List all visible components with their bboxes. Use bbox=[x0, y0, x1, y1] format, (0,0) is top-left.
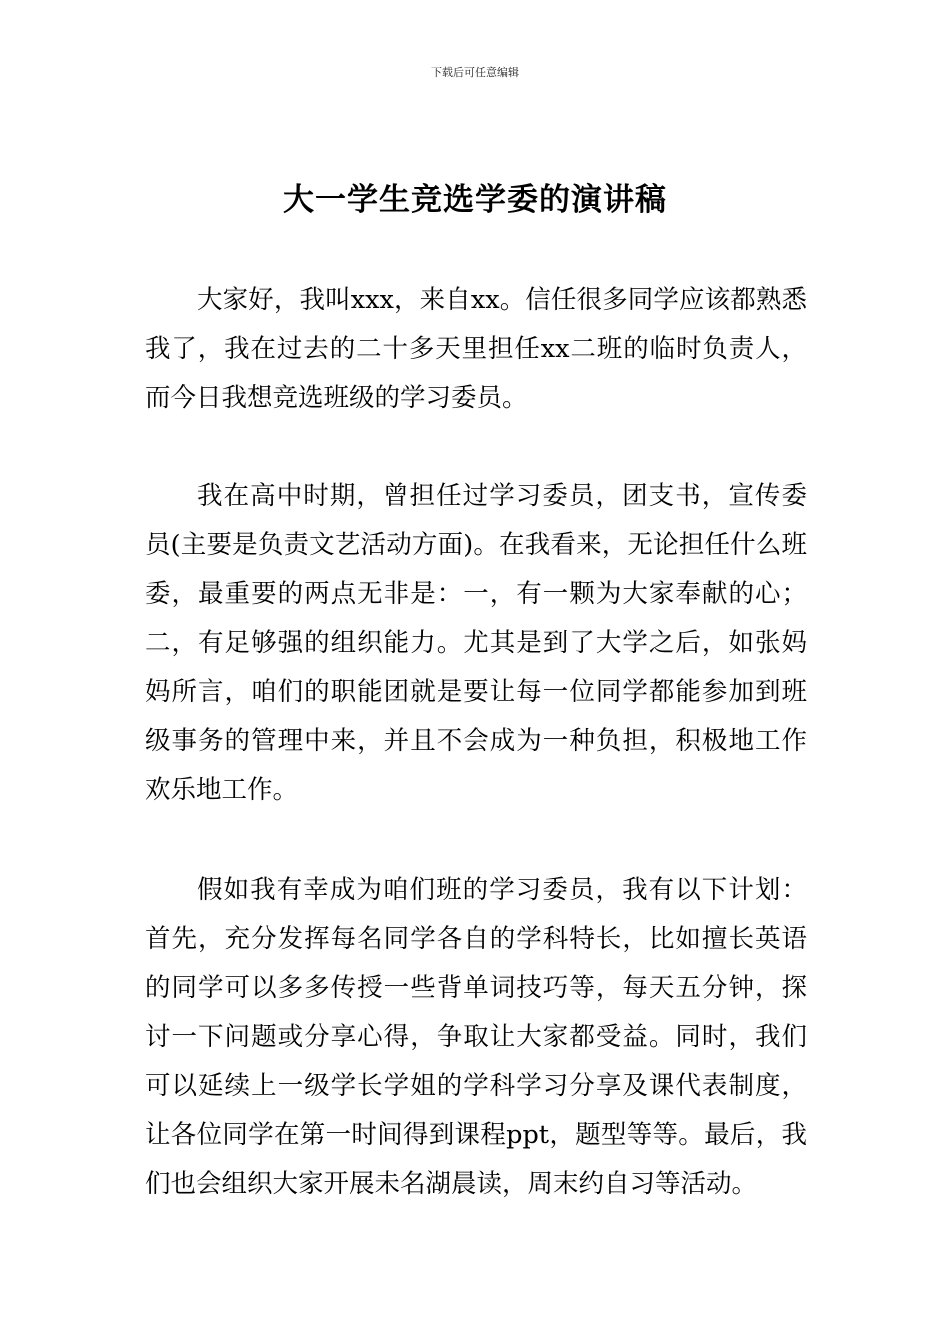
paragraph-experience: 我在高中时期，曾担任过学习委员，团支书，宣传委员(主要是负责文艺活动方面)。在我看来，无论担任什么班委，最重要的两点无非是：一，有一颗为大家奉献的心；二，有足够强的组织能力。尤其是到了大学之后，如张妈妈所言，咱们的职能团就是要让每一位同学都能参加到班级事务的管理中来，并且不会成为一种负担，积极地工作欢乐地工作。 bbox=[145, 481, 807, 805]
paragraph-introduction: 大家好，我叫xxx，来自xx。信任很多同学应该都熟悉我了，我在过去的二十多天里担任xx二班的临时负责人，而今日我想竞选班级的学习委员。 bbox=[145, 285, 807, 413]
document-title: 大一学生竞选学委的演讲稿 bbox=[283, 182, 667, 218]
header-note: 下载后可任意编辑 bbox=[431, 66, 519, 79]
paragraph-plans: 假如我有幸成为咱们班的学习委员，我有以下计划：首先，充分发挥每名同学各自的学科特长，比如擅长英语的同学可以多多传授一些背单词技巧等，每天五分钟，探讨一下问题或分享心得，争取让大家都受益。同时，我们可以延续上一级学长学姐的学科学习分享及课代表制度，让各位同学在第一时间得到课程ppt，题型等等。最后，我们也会组织大家开展未名湖晨读，周末约自习等活动。 bbox=[145, 875, 807, 1199]
